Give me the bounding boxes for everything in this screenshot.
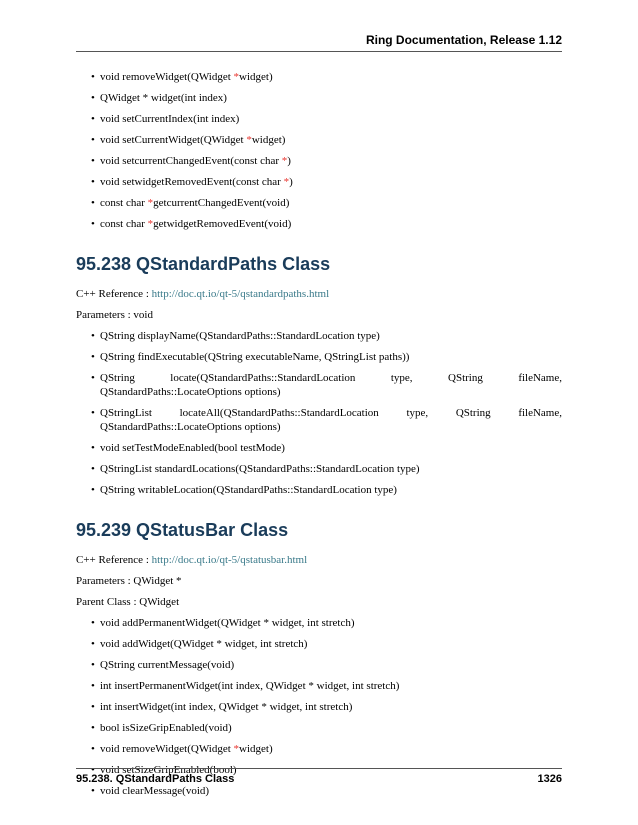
pointer-marker: * — [246, 134, 252, 146]
bullet-icon: • — [91, 617, 95, 629]
list-item — [76, 679, 562, 693]
method-signature: void setSizeGripEnabled(bool) — [100, 764, 237, 776]
list-item — [76, 196, 562, 210]
method-signature: widget) — [239, 71, 273, 83]
bullet-icon: • — [91, 351, 95, 363]
pointer-marker: * — [147, 218, 154, 230]
method-list-qtabwidget — [76, 70, 562, 231]
method-list-qstandardpaths — [76, 329, 562, 497]
method-signature: void removeWidget(QWidget — [100, 71, 234, 83]
pointer-marker: * — [147, 197, 154, 209]
method-signature: ) — [289, 176, 293, 188]
method-signature: void setwidgetRemovedEvent(const char — [100, 176, 284, 188]
bullet-icon: • — [91, 71, 95, 83]
bullet-icon: • — [91, 407, 95, 419]
list-item — [76, 175, 562, 189]
bullet-icon: • — [91, 680, 95, 692]
method-signature: QString currentMessage(void) — [100, 659, 235, 671]
footer-rule — [76, 768, 562, 769]
method-signature: QString writableLocation(QStandardPaths::StandardLocation type) — [100, 484, 397, 496]
bullet-icon: • — [91, 330, 95, 342]
method-signature: void addWidget(QWidget * widget, int stretch) — [100, 638, 308, 650]
method-list-qstatusbar — [76, 616, 562, 798]
pointer-marker: * — [281, 155, 288, 167]
bullet-icon: • — [91, 218, 95, 230]
parameters-line: Parameters : QWidget * — [76, 575, 182, 587]
page-content — [76, 70, 562, 805]
method-signature: void setCurrentWidget(QWidget — [100, 134, 247, 146]
method-signature: void removeWidget(QWidget — [100, 743, 234, 755]
method-signature: void setTestModeEnabled(bool testMode) — [100, 442, 285, 454]
method-signature: ) — [287, 155, 291, 167]
page-number: 1326 — [537, 773, 562, 785]
method-signature: getwidgetRemovedEvent(void) — [153, 218, 292, 230]
method-signature: QStringList standardLocations(QStandardPaths::StandardLocation type) — [100, 463, 420, 475]
list-item — [76, 133, 562, 147]
list-item — [76, 329, 562, 343]
list-item — [76, 721, 562, 735]
cpp-reference-label: C++ Reference : — [76, 288, 152, 300]
bullet-icon: • — [91, 638, 95, 650]
method-signature: QString displayName(QStandardPaths::StandardLocation type) — [100, 330, 380, 342]
bullet-icon: • — [91, 659, 95, 671]
list-item — [76, 784, 562, 798]
list-item — [76, 462, 562, 476]
header-rule — [76, 51, 562, 52]
list-item — [76, 700, 562, 714]
method-signature: int insertPermanentWidget(int index, QWidget * widget, int stretch) — [100, 680, 400, 692]
parameters-line: Parameters : void — [76, 309, 153, 321]
method-signature: widget) — [251, 134, 286, 146]
list-item — [76, 637, 562, 651]
method-signature: void setcurrentChangedEvent(const char — [100, 155, 282, 167]
method-signature: widget) — [239, 743, 273, 755]
list-item — [76, 154, 562, 168]
bullet-icon: • — [91, 722, 95, 734]
list-item — [76, 91, 562, 105]
bullet-icon: • — [91, 155, 95, 167]
list-item — [76, 70, 562, 84]
parent-class-line: Parent Class : QWidget — [76, 596, 180, 608]
method-signature: QWidget * widget(int index) — [100, 92, 227, 104]
bullet-icon: • — [91, 92, 95, 104]
footer-section: 95.238. QStandardPaths Class — [76, 773, 235, 785]
method-signature: int insertWidget(int index, QWidget * widget, int stretch) — [100, 701, 353, 713]
cpp-reference-link[interactable]: http://doc.qt.io/qt-5/qstandardpaths.html — [151, 288, 330, 300]
list-item — [76, 112, 562, 126]
list-item — [76, 616, 562, 630]
bullet-icon: • — [91, 197, 95, 209]
method-signature: bool isSizeGripEnabled(void) — [100, 722, 232, 734]
bullet-icon: • — [91, 372, 95, 384]
method-signature: const char — [100, 218, 148, 230]
bullet-icon: • — [91, 463, 95, 475]
bullet-icon: • — [91, 113, 95, 125]
bullet-icon: • — [91, 134, 95, 146]
method-signature: QString findExecutable(QString executableName, QStringList paths)) — [100, 351, 410, 363]
cpp-reference — [76, 287, 562, 301]
list-item — [76, 406, 562, 434]
method-signature: getcurrentChangedEvent(void) — [153, 197, 290, 209]
method-signature: QStringList locateAll(QStandardPaths::StandardLocation type, QString fileName, QStandardPaths::LocateOptions options) — [100, 407, 562, 433]
list-item — [76, 742, 562, 756]
bullet-icon: • — [91, 176, 95, 188]
bullet-icon: • — [91, 764, 95, 776]
pointer-marker: * — [283, 176, 290, 188]
list-item — [76, 441, 562, 455]
bullet-icon: • — [91, 442, 95, 454]
list-item — [76, 217, 562, 231]
bullet-icon: • — [91, 743, 95, 755]
list-item — [76, 483, 562, 497]
running-header: Ring Documentation, Release 1.12 — [365, 33, 562, 47]
pointer-marker: * — [233, 743, 240, 755]
cpp-reference-link[interactable]: http://doc.qt.io/qt-5/qstatusbar.html — [151, 554, 308, 566]
list-item — [76, 371, 562, 399]
method-signature: const char — [100, 197, 148, 209]
bullet-icon: • — [91, 785, 95, 797]
pointer-marker: * — [233, 71, 240, 83]
cpp-reference — [76, 553, 562, 567]
list-item — [76, 350, 562, 364]
bullet-icon: • — [91, 701, 95, 713]
method-signature: QString locate(QStandardPaths::StandardLocation type, QString fileName, QStandardPaths::LocateOptions options) — [100, 372, 562, 398]
method-signature: void addPermanentWidget(QWidget * widget, int stretch) — [100, 617, 355, 629]
cpp-reference-label: C++ Reference : — [76, 554, 152, 566]
method-signature: void setCurrentIndex(int index) — [100, 113, 240, 125]
method-signature: void clearMessage(void) — [100, 785, 210, 797]
list-item — [76, 658, 562, 672]
section-heading-qstandardpaths: 95.238 QStandardPaths Class — [76, 254, 331, 274]
section-heading-qstatusbar: 95.239 QStatusBar Class — [76, 520, 289, 540]
bullet-icon: • — [91, 484, 95, 496]
